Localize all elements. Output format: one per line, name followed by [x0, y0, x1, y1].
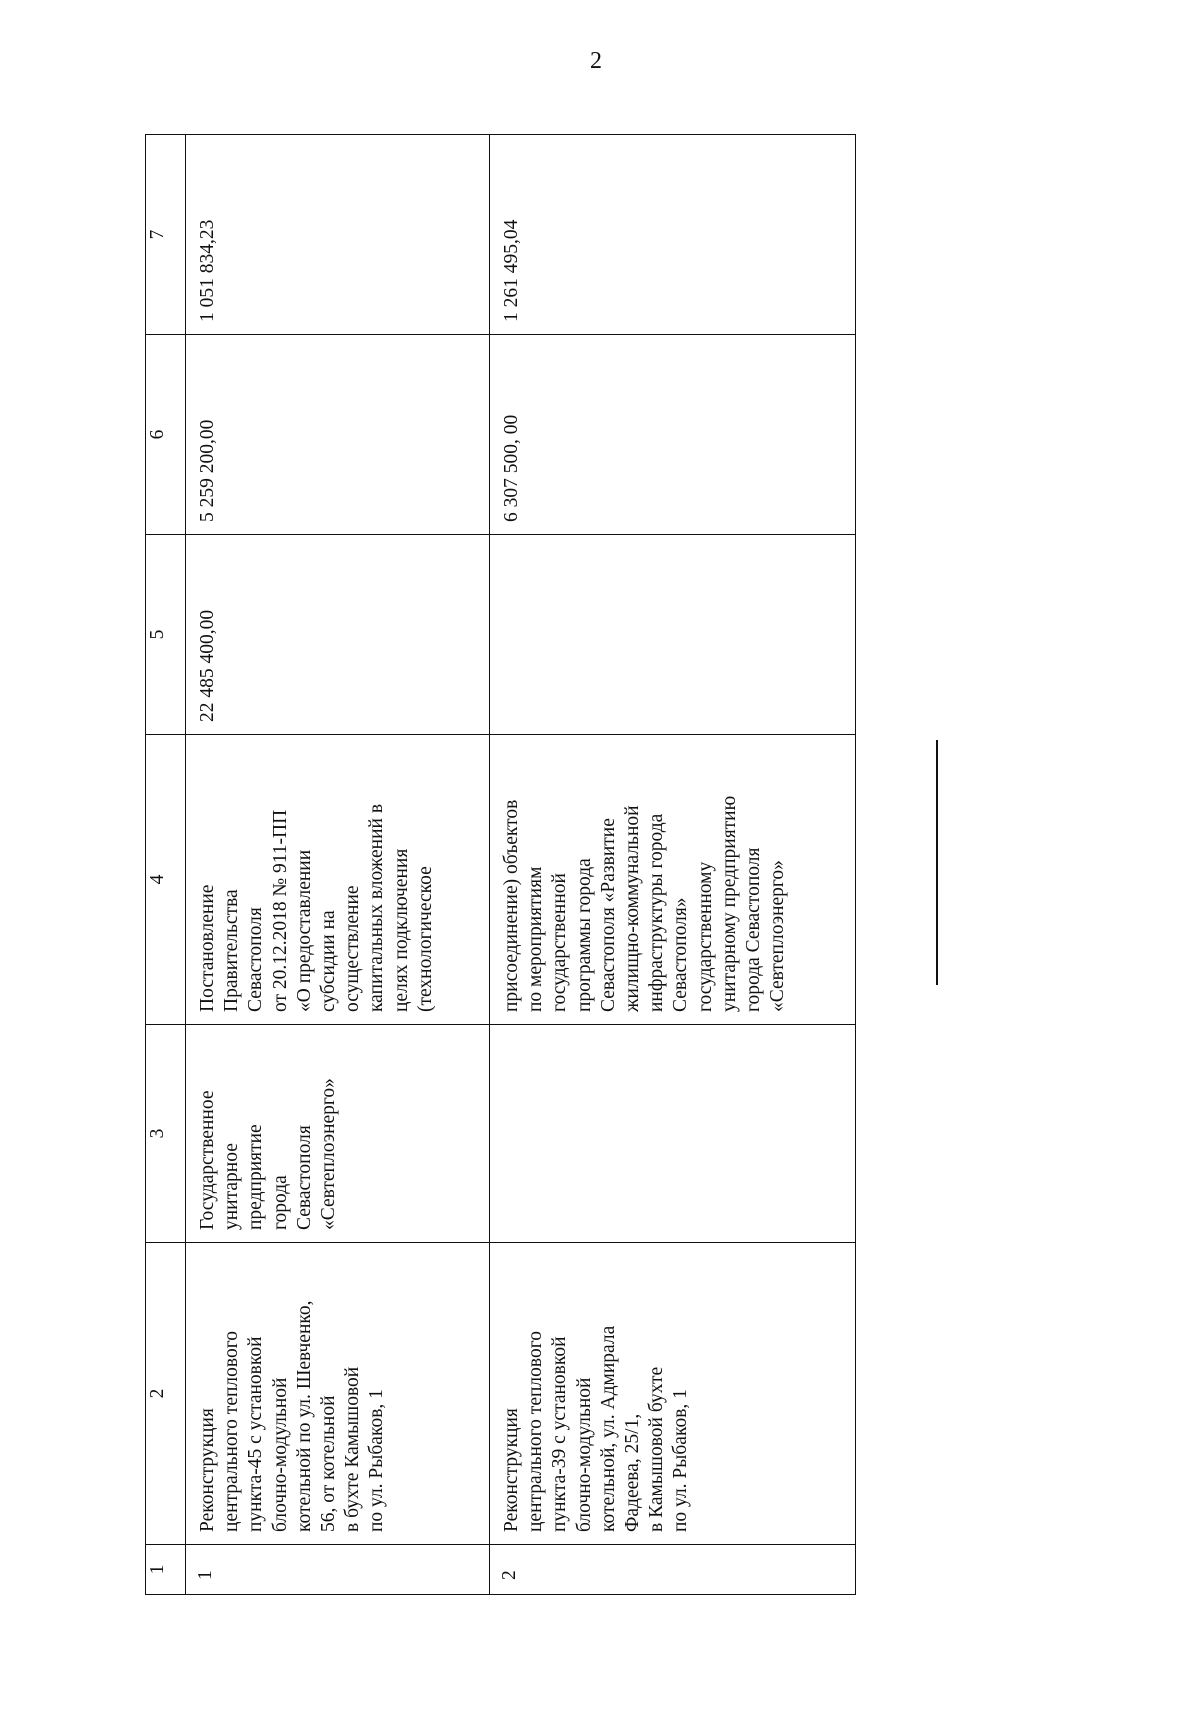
text-line: инфраструктуры города: [646, 813, 668, 1012]
basis-cell: [490, 735, 856, 1025]
object-text: [186, 1243, 390, 1544]
col6-value: 6 307 500, 00: [501, 414, 522, 522]
col6-value: 5 259 200,00: [197, 419, 218, 522]
end-of-document-rule: [936, 740, 938, 985]
object-cell: [490, 1243, 856, 1545]
object-cell: [186, 1243, 490, 1545]
column-number: 7: [146, 135, 186, 335]
text-line: блочно-модульной: [573, 1377, 595, 1532]
text-line: Севастополя: [245, 907, 267, 1012]
text-line: субсидии на: [318, 910, 340, 1012]
text-line: целях подключения: [390, 848, 412, 1012]
column-number: 5: [146, 535, 186, 735]
recipient-text: [186, 1025, 341, 1242]
recipient-text: [490, 1025, 500, 1242]
text-line: по ул. Рыбаков, 1: [366, 1389, 388, 1532]
text-line: Севастополя»: [670, 897, 692, 1012]
basis-text: [186, 735, 438, 1024]
subsidy-table: [145, 134, 856, 1595]
text-line: государственному: [694, 861, 716, 1012]
text-line: осуществление: [342, 885, 364, 1012]
amount-cell: [490, 535, 856, 735]
page-number: 2: [590, 48, 602, 74]
column-number: 1: [146, 1545, 186, 1595]
amount-cell: [186, 135, 490, 335]
col7-value: 1 051 834,23: [197, 219, 218, 322]
text-line: пункта-45 с установкой: [245, 1336, 267, 1532]
recipient-cell: [490, 1025, 856, 1243]
text-line: от 20.12.2018 № 911-ПП: [269, 809, 291, 1012]
text-line: жилищно-коммунальной: [622, 805, 644, 1012]
column-number: 6: [146, 335, 186, 535]
amount-cell: [186, 335, 490, 535]
col7-value: 1 261 495,04: [501, 219, 522, 322]
row-number-cell: [490, 1545, 856, 1595]
col5-value: 22 485 400,00: [197, 609, 218, 722]
text-line: пункта-39 с установкой: [549, 1336, 571, 1532]
column-number-row: [146, 135, 186, 1595]
text-line: программы города: [573, 858, 595, 1012]
text-line: Реконструкция: [501, 1408, 522, 1532]
text-line: центрального теплового: [525, 1331, 547, 1532]
column-number: 2: [146, 1243, 186, 1545]
text-line: Севастополя «Развитие: [597, 818, 619, 1012]
text-line: Правительства: [221, 889, 243, 1012]
column-number: 4: [146, 735, 186, 1025]
row-number: 1: [195, 1570, 216, 1580]
text-line: по мероприятиям: [525, 866, 547, 1012]
text-line: города Севастополя: [743, 847, 765, 1012]
text-line: города: [269, 1175, 291, 1230]
text-line: унитарному предприятию: [718, 795, 740, 1012]
row-number-cell: [186, 1545, 490, 1595]
text-line: капитальных вложений в: [366, 803, 388, 1012]
text-line: котельной по ул. Шевченко,: [293, 1300, 315, 1532]
text-line: «О предоставлении: [293, 849, 315, 1012]
rotated-table-container: [145, 135, 855, 1595]
amount-cell: [490, 335, 856, 535]
basis-cell: [186, 735, 490, 1025]
text-line: Государственное: [197, 1090, 218, 1230]
text-line: по ул. Рыбаков, 1: [670, 1389, 692, 1532]
text-line: присоединение) объектов: [501, 799, 522, 1012]
text-line: в Камышовой бухте: [646, 1366, 668, 1532]
text-line: (технологическое: [414, 866, 436, 1012]
text-line: «Севтеплоэнерго»: [767, 860, 789, 1012]
amount-cell: [490, 135, 856, 335]
text-line: Фадеева, 25/1,: [622, 1413, 644, 1532]
text-line: Реконструкция: [197, 1408, 218, 1532]
text-line: котельной, ул. Адмирала: [597, 1325, 619, 1532]
text-line: центрального теплового: [221, 1331, 243, 1532]
text-line: предприятие: [245, 1124, 267, 1230]
text-line: 56, от котельной: [318, 1395, 340, 1532]
text-line: в бухте Камышовой: [342, 1366, 364, 1532]
text-line: Постановление: [197, 884, 218, 1012]
text-line: «Севтеплоэнерго»: [318, 1078, 340, 1230]
text-line: блочно-модульной: [269, 1377, 291, 1532]
table-row: [186, 135, 490, 1595]
basis-text: [490, 735, 790, 1024]
table-row: [490, 135, 856, 1595]
text-line: государственной: [549, 873, 571, 1012]
object-text: [490, 1243, 694, 1544]
col5-value: [490, 535, 500, 734]
recipient-cell: [186, 1025, 490, 1243]
text-line: Севастополя: [293, 1125, 315, 1230]
amount-cell: [186, 535, 490, 735]
text-line: унитарное: [221, 1143, 243, 1230]
row-number: 2: [499, 1570, 520, 1580]
column-number: 3: [146, 1025, 186, 1243]
